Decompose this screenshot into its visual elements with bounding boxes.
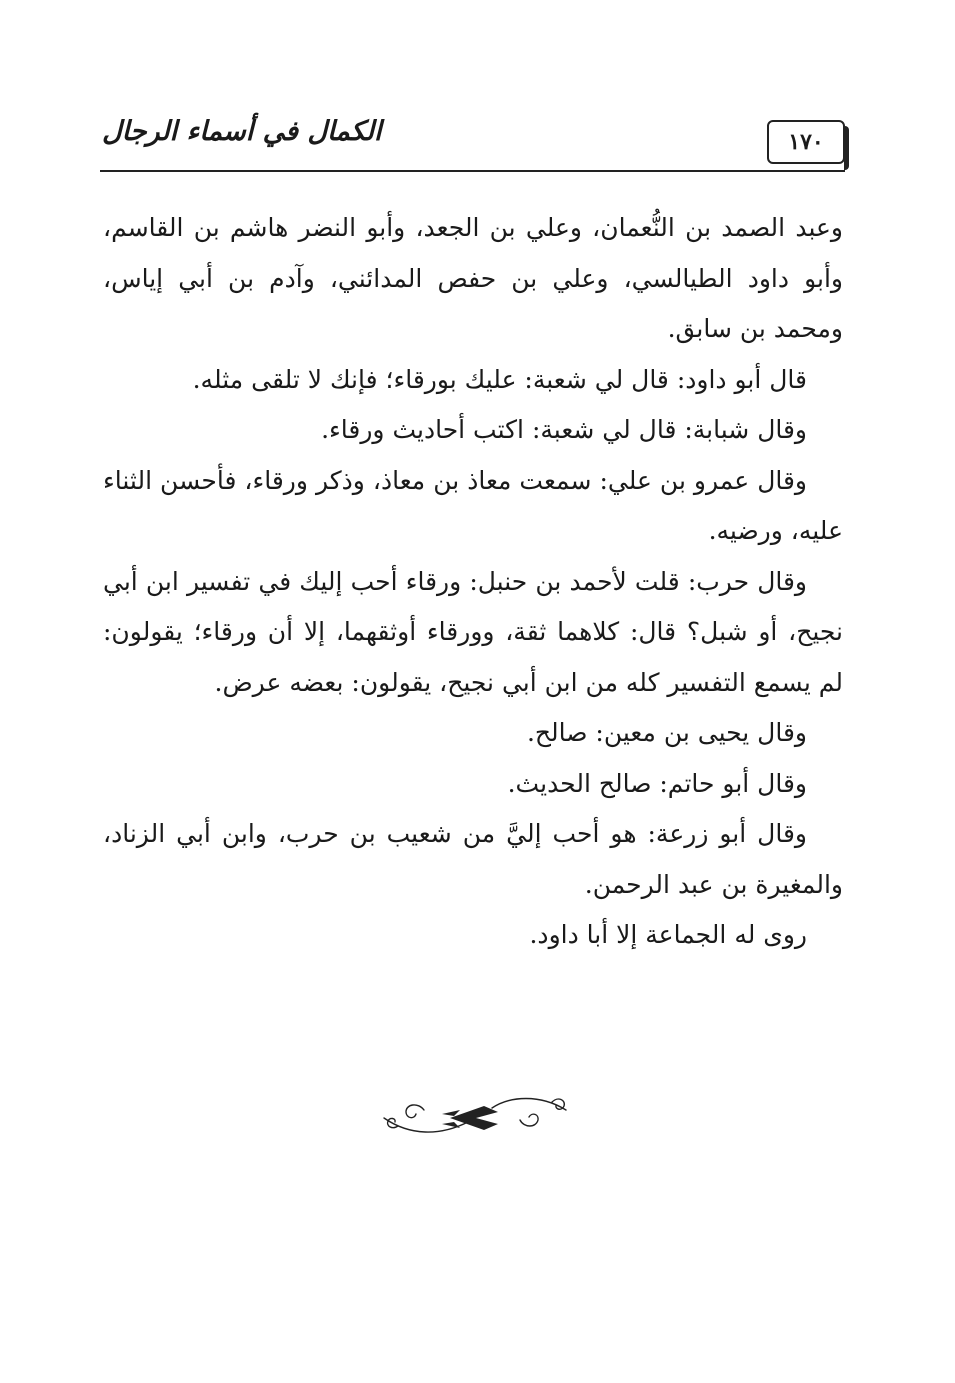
paragraph-9: روى له الجماعة إلا أبا داود.: [529, 920, 807, 949]
paragraph-8: وقال أبو زرعة: هو أحب إليَّ من شعيب بن حرب، وابن أبي الزناد، والمغيرة بن عبد الرحمن.: [103, 819, 843, 899]
paragraph-5: وقال حرب: قلت لأحمد بن حنبل: ورقاء أحب إليك في تفسير ابن أبي نجيح، أو شبل؟ قال: كلاهما ثقة، وورقاء أوثقهما، إلا أن ورقاء؛ يقولون: لم يسمع التفسير كله من ابن أبي نجيح، يقولون: بعضه عرض.: [103, 566, 843, 697]
paragraph-1: وعبد الصمد بن النُّعمان، وعلي بن الجعد، وأبو النضر هاشم بن القاسم، وأبو داود الطيالسي، وعلي بن حفص المدائني، وآدم بن أبي إياس، ومحمد بن سابق.: [103, 213, 843, 343]
body-text: [103, 203, 843, 961]
paragraph-6: وقال يحيى بن معين: صالح.: [526, 718, 807, 747]
header-divider: [100, 170, 845, 172]
paragraph-4: وقال عمرو بن علي: سمعت معاذ بن معاذ، وذكر ورقاء، فأحسن الثناء عليه، ورضيه.: [103, 465, 843, 545]
page-number: ١٧٠: [767, 120, 845, 164]
paragraph-3: وقال شبابة: قال لي شعبة: اكتب أحاديث ورقاء.: [321, 415, 807, 444]
ornament-divider-icon: [380, 1088, 570, 1144]
page-header: [100, 112, 845, 170]
paragraph-7: وقال أبو حاتم: صالح الحديث.: [507, 768, 807, 798]
book-title: الكمال في أسماء الرجال: [102, 116, 382, 147]
paragraph-2: قال أبو داود: قال لي شعبة: عليك بورقاء؛ فإنك لا تلقى مثله.: [192, 364, 807, 394]
